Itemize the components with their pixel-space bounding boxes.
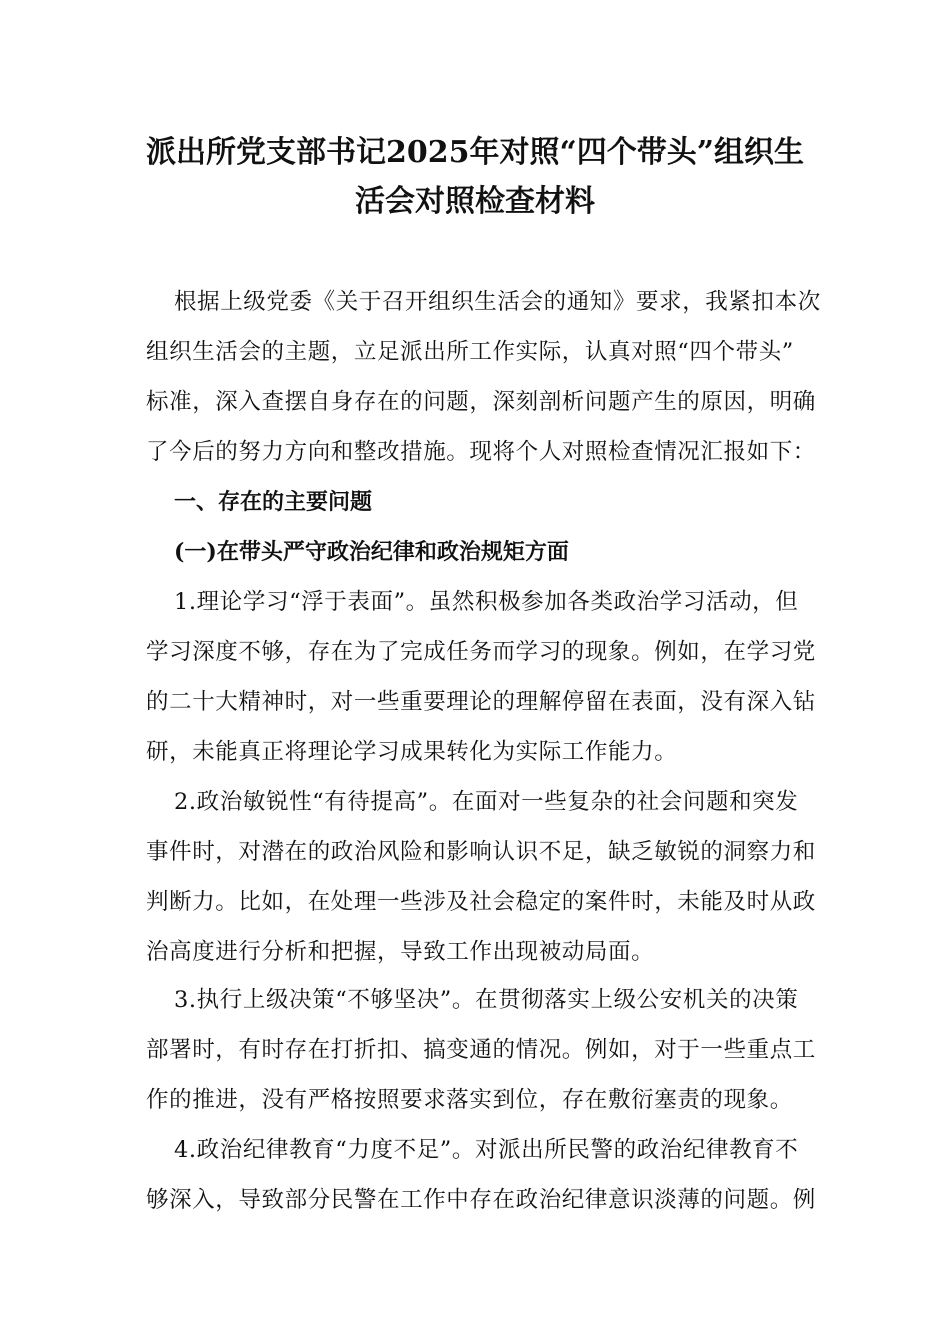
item-2-line: 2.政治敏锐性“有待提高”。在面对一些复杂的社会问题和突发 xyxy=(174,789,799,815)
item-1-line: 1.理论学习“浮于表面”。虽然积极参加各类政治学习活动，但 xyxy=(174,589,799,615)
intro-paragraph-line: 了今后的努力方向和整改措施。现将个人对照检查情况汇报如下： xyxy=(146,439,816,465)
item-4-line: 够深入，导致部分民警在工作中存在政治纪律意识淡薄的问题。例 xyxy=(146,1187,816,1213)
item-4-line: 4.政治纪律教育“力度不足”。对派出所民警的政治纪律教育不 xyxy=(174,1137,799,1163)
item-1-line: 学习深度不够，存在为了完成任务而学习的现象。例如，在学习党 xyxy=(146,639,816,665)
section-heading: 一、存在的主要问题 xyxy=(174,489,373,515)
intro-paragraph-line: 根据上级党委《关于召开组织生活会的通知》要求，我紧扣本次 xyxy=(174,289,821,315)
item-3-line: 部署时，有时存在打折扣、搞变通的情况。例如，对于一些重点工 xyxy=(146,1037,816,1063)
subsection-heading: (一)在带头严守政治纪律和政治规矩方面 xyxy=(174,539,569,565)
document-title-line-2: 活会对照检查材料 xyxy=(355,184,595,219)
item-2-line: 治高度进行分析和把握，导致工作出现被动局面。 xyxy=(146,939,655,965)
item-1-line: 研，未能真正将理论学习成果转化为实际工作能力。 xyxy=(146,739,678,765)
item-3-line: 作的推进，没有严格按照要求落实到位，存在敷衍塞责的现象。 xyxy=(146,1087,793,1113)
item-2-line: 判断力。比如，在处理一些涉及社会稳定的案件时，未能及时从政 xyxy=(146,889,816,915)
document-title-line-1: 派出所党支部书记2025年对照“四个带头”组织生 xyxy=(145,135,804,170)
item-3-line: 3.执行上级决策“不够坚决”。在贯彻落实上级公安机关的决策 xyxy=(174,987,799,1013)
item-2-line: 事件时，对潜在的政治风险和影响认识不足，缺乏敏锐的洞察力和 xyxy=(146,839,816,865)
item-1-line: 的二十大精神时，对一些重要理论的理解停留在表面，没有深入钻 xyxy=(146,689,816,715)
intro-paragraph-line: 标准，深入查摆自身存在的问题，深刻剖析问题产生的原因，明确 xyxy=(146,389,816,415)
intro-paragraph-line: 组织生活会的主题，立足派出所工作实际，认真对照“四个带头” xyxy=(146,339,794,365)
